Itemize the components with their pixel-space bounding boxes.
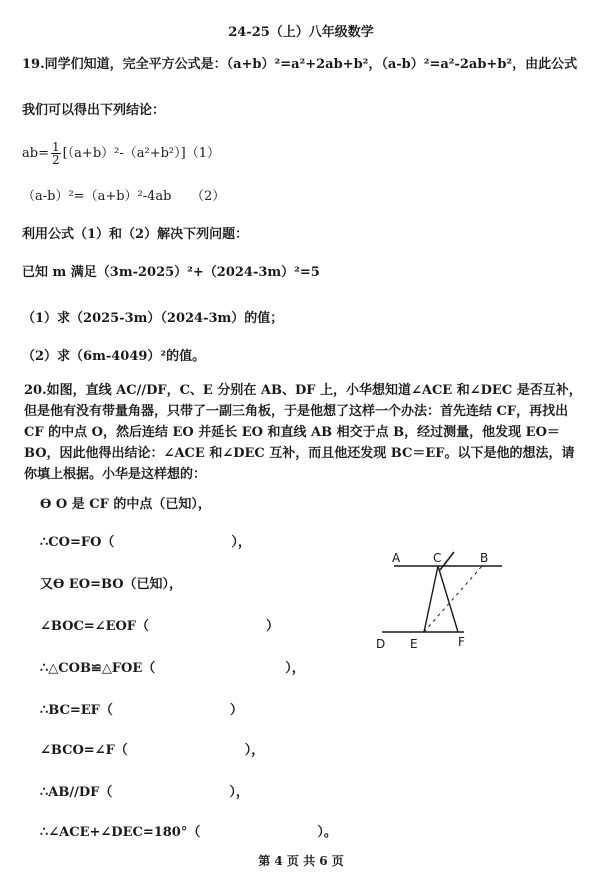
formula-2: （a-b）²=（a+b）²-4ab （2） [22, 189, 226, 204]
q20-step-9: ∴∠ACE+∠DEC=180°（ ）。 [40, 825, 337, 840]
q19-intro: 19.同学们知道，完全平方公式是：（a+b）²=a²+2ab+b²，（a-b）²=a²-2ab+b²，由此公式 [22, 57, 578, 72]
tick-mark [440, 552, 454, 570]
q19-intro2: 我们可以得出下列结论： [22, 103, 166, 118]
page-footer: 第 4 页 共 6 页 [258, 854, 344, 868]
q20-step-3: 又ϴ EO=BO（已知）， [40, 577, 183, 592]
fraction-numerator: 1 [51, 140, 60, 154]
geometry-figure [372, 548, 512, 658]
label-a: A [392, 551, 401, 565]
formula-1-rhs: [（a+b）²-（a²+b²）]（1） [62, 146, 220, 161]
label-f: F [458, 635, 465, 649]
fraction-denominator: 2 [51, 153, 60, 167]
fraction-one-half [51, 141, 61, 166]
q20-paragraph: 20.如图，直线 AC//DF，C、E 分别在 AB、DF 上，小华想知道∠ACE 和∠DEC 是否互补，但是他有没有带量角器，只带了一副三角板，于是他想了这样一个办法：首先连结 CF，再找出 CF 的中点 O，然后连结 EO 并延长 EO 和直线 AB 相交于点 B，经过测量，他发现 EO＝BO，因此他得出结论：∠ACE 和∠DEC 互补，而且他还发现 BC＝EF。以下是他的想法，请你填上根据。小华是这样想的： [24, 383, 582, 482]
label-c: C [433, 551, 442, 565]
formula-1-lhs: ab= [22, 146, 49, 161]
segment-cf [438, 566, 458, 632]
q19-part2: （2）求（6m-4049）²的值。 [22, 349, 206, 364]
label-d: D [376, 637, 386, 651]
q19-instruction: 利用公式（1）和（2）解决下列问题： [22, 227, 249, 242]
label-b: B [480, 551, 489, 565]
page-header: 24-25（上）八年级数学 [228, 25, 374, 40]
q20-step-8: ∴AB//DF（ ）， [40, 785, 249, 800]
label-e: E [410, 637, 418, 651]
q20-step-5: ∴△COB≌△FOE（ ）， [40, 661, 305, 676]
q20-step-1: ϴ O 是 CF 的中点（已知）， [40, 497, 211, 512]
segment-ce [424, 566, 438, 632]
q19-given: 已知 m 满足（3m-2025）²+（2024-3m）²=5 [22, 265, 320, 280]
q20-step-6: ∴BC=EF（ ） [40, 703, 243, 718]
q20-step-7: ∠BCO=∠F（ ）， [40, 743, 265, 758]
q19-part1: （1）求（2025-3m）（2024-3m）的值； [22, 311, 284, 326]
q20-step-2: ∴CO=FO（ ）， [40, 535, 251, 550]
segment-eb-dashed [424, 566, 482, 632]
q20-step-4: ∠BOC=∠EOF（ ） [40, 619, 280, 634]
formula-1 [22, 140, 220, 168]
